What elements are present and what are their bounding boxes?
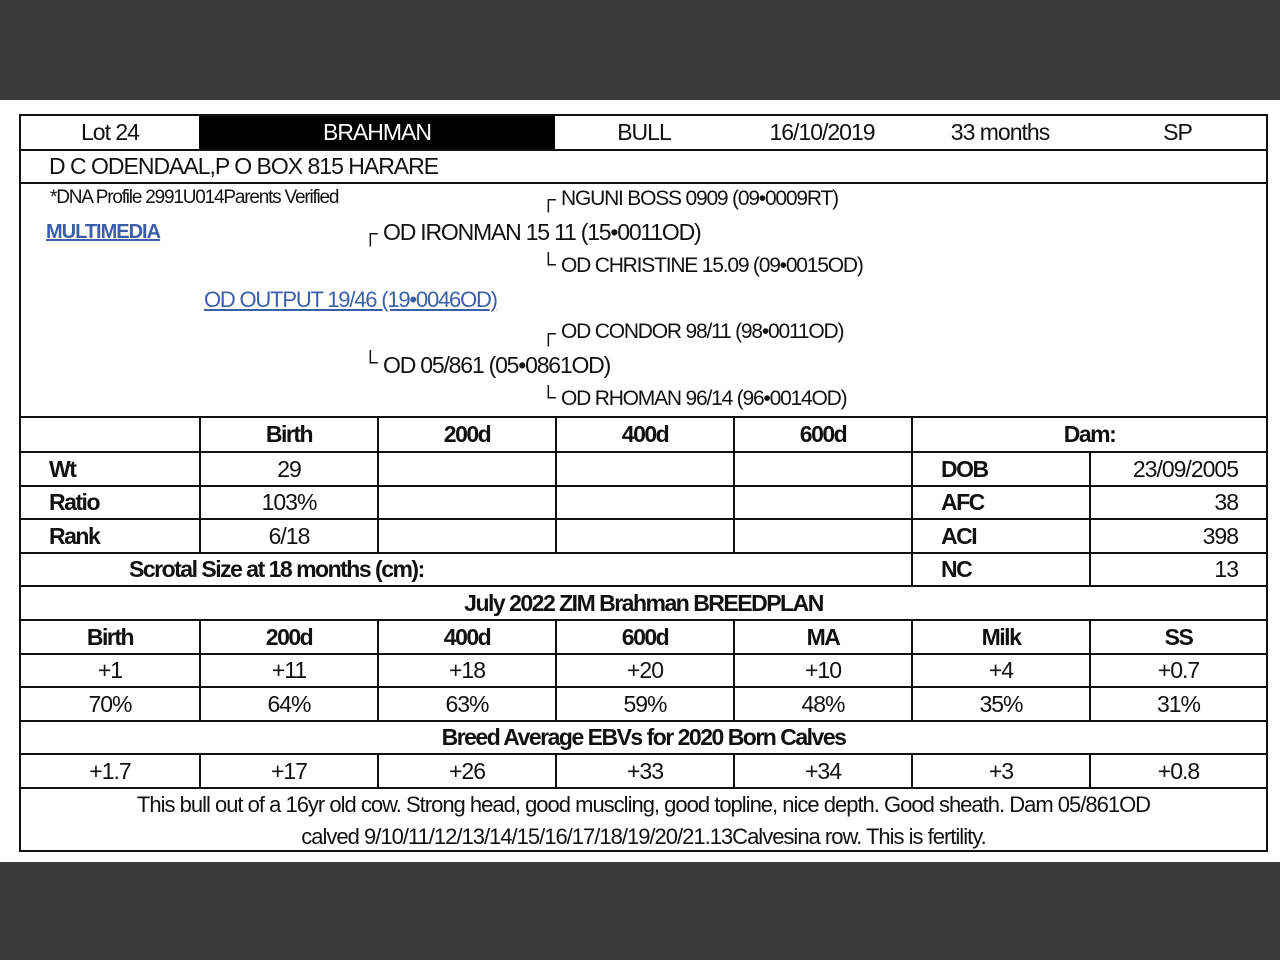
table-row xyxy=(21,485,1266,518)
dam-label-dob: DOB xyxy=(911,453,1089,485)
pedigree-animal-link[interactable]: OD OUTPUT 19/46 (19•0046OD) xyxy=(204,287,497,312)
breeder-row xyxy=(21,149,1266,182)
ratio-200d xyxy=(377,487,555,518)
ebv-header-row xyxy=(21,619,1266,653)
ebv-header-400d: 400d xyxy=(377,621,555,653)
dam-bracket-icon: └ xyxy=(363,351,377,374)
acc-600d: 59% xyxy=(555,688,733,720)
ratio-400d xyxy=(555,487,733,518)
row-label-rank: Rank xyxy=(49,522,100,549)
ratio-birth: 103% xyxy=(199,487,377,518)
perf-header-400d: 400d xyxy=(555,418,733,451)
dam-title: Dam: xyxy=(911,418,1266,451)
breed-average-title-row xyxy=(21,720,1266,753)
pedigree-sire-dam: OD CHRISTINE 15.09 (09•0015OD) xyxy=(561,254,863,277)
pedigree-dam-dam: OD RHOMAN 96/14 (96•0014OD) xyxy=(561,387,847,410)
wt-400d xyxy=(555,453,733,485)
rank-400d xyxy=(555,520,733,552)
avg-ss: +0.8 xyxy=(1089,755,1266,787)
acc-ma: 48% xyxy=(733,688,911,720)
rank-200d xyxy=(377,520,555,552)
ebv-400d: +18 xyxy=(377,655,555,686)
perf-header-600d: 600d xyxy=(733,418,911,451)
dam-label-aci: ACI xyxy=(911,520,1089,552)
perf-header-200d: 200d xyxy=(377,418,555,451)
header-row xyxy=(21,116,1266,149)
ebv-birth: +1 xyxy=(97,657,123,683)
multimedia-link[interactable]: MULTIMEDIA xyxy=(46,221,161,243)
scrotal-size-label: Scrotal Size at 18 months (cm): xyxy=(129,556,424,582)
ebv-header-200d: 200d xyxy=(199,621,377,653)
dam-dam-bracket-icon: └ xyxy=(541,386,555,409)
avg-600d: +33 xyxy=(555,755,733,787)
perf-header-birth: Birth xyxy=(199,418,377,451)
age-label: 33 months xyxy=(950,119,1050,145)
acc-200d: 64% xyxy=(199,688,377,720)
table-row xyxy=(21,753,1266,787)
dam-label-afc: AFC xyxy=(911,487,1089,518)
avg-milk: +3 xyxy=(911,755,1089,787)
ratio-600d xyxy=(733,487,911,518)
row-label-wt: Wt xyxy=(49,455,76,482)
lot-card xyxy=(19,114,1268,852)
ebv-header-milk: Milk xyxy=(911,621,1089,653)
pedigree-sire-sire: NGUNI BOSS 0909 (09•0009RT) xyxy=(561,187,838,210)
wt-200d xyxy=(377,453,555,485)
dam-value-dob: 23/09/2005 xyxy=(1089,453,1266,485)
ebv-header-ma: MA xyxy=(733,621,911,653)
acc-birth: 70% xyxy=(88,690,132,717)
breedplan-title-row xyxy=(21,585,1266,619)
avg-ma: +34 xyxy=(733,755,911,787)
avg-200d: +17 xyxy=(199,755,377,787)
wt-birth: 29 xyxy=(199,453,377,485)
pedigree-sire: OD IRONMAN 15 11 (15•0011OD) xyxy=(383,219,701,245)
ebv-header-ss: SS xyxy=(1089,621,1266,653)
ebv-600d: +20 xyxy=(555,655,733,686)
wt-600d xyxy=(733,453,911,485)
rank-birth: 6/18 xyxy=(199,520,377,552)
performance-header-row xyxy=(21,416,1266,451)
sire-bracket-icon: ┌ xyxy=(363,222,377,245)
comment-line-2: calved 9/10/11/12/13/14/15/16/17/18/19/20/21.13Calvesina row. This is fertility. xyxy=(301,824,986,849)
ebv-header-600d: 600d xyxy=(555,621,733,653)
sire-dam-bracket-icon: └ xyxy=(541,253,555,276)
scrotal-row xyxy=(21,552,1266,585)
ebv-ma: +10 xyxy=(733,655,911,686)
breed-average-title: Breed Average EBVs for 2020 Born Calves xyxy=(441,724,846,750)
row-label-ratio: Ratio xyxy=(49,489,99,515)
avg-birth: +1.7 xyxy=(89,757,131,784)
ebv-200d: +11 xyxy=(199,655,377,686)
breed-label: BRAHMAN xyxy=(199,116,555,149)
table-row xyxy=(21,518,1266,552)
pedigree-block xyxy=(21,182,1266,416)
ebv-ss: +0.7 xyxy=(1089,655,1266,686)
dna-profile: *DNA Profile 2991U014Parents Verified xyxy=(50,187,339,208)
breedplan-title: July 2022 ZIM Brahman BREEDPLAN xyxy=(464,589,823,616)
table-row xyxy=(21,686,1266,720)
pedigree-dam-sire: OD CONDOR 98/11 (98•0011OD) xyxy=(561,320,844,343)
lot-number: Lot 24 xyxy=(81,119,139,145)
catalogue-sheet xyxy=(0,100,1280,862)
acc-ss: 31% xyxy=(1089,688,1266,720)
rank-600d xyxy=(733,520,911,552)
ebv-header-birth: Birth xyxy=(86,623,134,650)
sire-sire-bracket-icon: ┌ xyxy=(541,188,555,211)
ebv-milk: +4 xyxy=(911,655,1089,686)
performance-corner xyxy=(21,418,199,451)
dam-value-aci: 398 xyxy=(1089,520,1266,552)
comment-line-1: This bull out of a 16yr old cow. Strong head, good muscling, good topline, nice depth. Good sheath. Dam 05/861OD xyxy=(136,792,1151,817)
dam-value-afc: 38 xyxy=(1089,487,1266,518)
pedigree-dam: OD 05/861 (05•0861OD) xyxy=(383,352,611,378)
dam-sire-bracket-icon: ┌ xyxy=(541,322,555,345)
table-row xyxy=(21,653,1266,686)
acc-milk: 35% xyxy=(911,688,1089,720)
dam-label-nc: NC xyxy=(911,554,1089,585)
breeder-address: D C ODENDAAL,P O BOX 815 HARARE xyxy=(49,153,439,179)
birth-date: 16/10/2019 xyxy=(769,119,875,145)
comment-block xyxy=(21,787,1266,850)
dam-value-nc: 13 xyxy=(1089,554,1266,585)
table-row xyxy=(21,451,1266,485)
acc-400d: 63% xyxy=(377,688,555,720)
status-label: SP xyxy=(1163,119,1192,145)
sex-label: BULL xyxy=(617,119,671,145)
avg-400d: +26 xyxy=(377,755,555,787)
